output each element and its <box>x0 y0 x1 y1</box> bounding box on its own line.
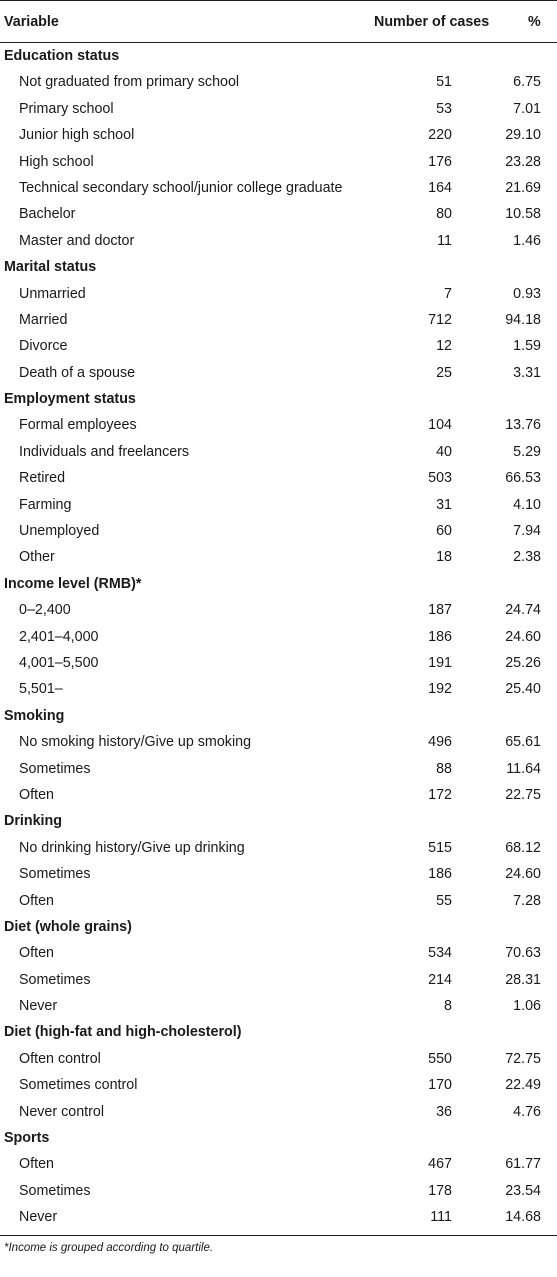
table-row <box>0 1151 557 1177</box>
category-row <box>0 914 557 940</box>
row-percent: 22.49 <box>505 1077 541 1094</box>
row-number-of-cases: 712 <box>428 311 452 328</box>
row-percent: 0.93 <box>513 285 541 302</box>
row-number-of-cases: 51 <box>436 74 452 91</box>
row-percent: 7.01 <box>513 100 541 117</box>
category-title: Employment status <box>4 391 136 408</box>
row-percent: 29.10 <box>505 127 541 144</box>
row-number-of-cases: 534 <box>428 945 452 962</box>
row-label: Often control <box>19 1050 101 1067</box>
table-row <box>0 1204 557 1230</box>
row-percent: 68.12 <box>505 839 541 856</box>
table-row <box>0 281 557 307</box>
table-row <box>0 1178 557 1204</box>
row-label: Other <box>19 549 55 566</box>
table-row <box>0 412 557 438</box>
table-row <box>0 69 557 95</box>
row-label: Never <box>19 998 58 1015</box>
table-row <box>0 360 557 386</box>
row-percent: 65.61 <box>505 734 541 751</box>
row-number-of-cases: 164 <box>428 179 452 196</box>
row-number-of-cases: 25 <box>436 364 452 381</box>
category-row <box>0 43 557 69</box>
row-percent: 22.75 <box>505 786 541 803</box>
row-number-of-cases: 36 <box>436 1103 452 1120</box>
row-label: Death of a spouse <box>19 364 136 381</box>
row-label: Sometimes control <box>19 1077 138 1094</box>
row-label: Master and doctor <box>19 232 135 249</box>
row-label: No smoking history/Give up smoking <box>19 734 252 751</box>
table-row <box>0 96 557 122</box>
header-number-of-cases: Number of cases <box>374 14 490 30</box>
row-percent: 70.63 <box>505 945 541 962</box>
row-label: Retired <box>19 470 66 487</box>
row-number-of-cases: 53 <box>436 100 452 117</box>
table-row <box>0 122 557 148</box>
row-number-of-cases: 515 <box>428 839 452 856</box>
category-row <box>0 254 557 280</box>
table-row <box>0 597 557 623</box>
table-row <box>0 544 557 570</box>
row-number-of-cases: 111 <box>430 1209 452 1226</box>
row-number-of-cases: 8 <box>444 998 452 1015</box>
table-header <box>0 0 557 43</box>
row-number-of-cases: 191 <box>428 654 452 671</box>
row-label: Formal employees <box>19 417 137 434</box>
row-number-of-cases: 176 <box>428 153 452 170</box>
row-percent: 25.26 <box>505 654 541 671</box>
table-row <box>0 465 557 491</box>
row-number-of-cases: 214 <box>428 971 452 988</box>
row-percent: 24.60 <box>505 866 541 883</box>
row-label: Often <box>19 945 54 962</box>
row-number-of-cases: 172 <box>428 786 452 803</box>
table-row <box>0 492 557 518</box>
row-label: Not graduated from primary school <box>19 74 240 91</box>
table-row <box>0 888 557 914</box>
table-row <box>0 993 557 1019</box>
row-label: 5,501– <box>19 681 63 698</box>
row-percent: 72.75 <box>505 1050 541 1067</box>
row-number-of-cases: 186 <box>428 866 452 883</box>
row-number-of-cases: 178 <box>428 1182 452 1199</box>
row-number-of-cases: 496 <box>428 734 452 751</box>
table-row <box>0 518 557 544</box>
row-percent: 13.76 <box>505 417 541 434</box>
row-number-of-cases: 503 <box>428 470 452 487</box>
row-label: Married <box>19 311 68 328</box>
row-percent: 24.74 <box>505 602 541 619</box>
row-label: Technical secondary school/junior college graduate <box>19 179 343 196</box>
row-percent: 7.94 <box>513 523 541 540</box>
row-label: Bachelor <box>19 206 76 223</box>
table-row <box>0 650 557 676</box>
table-row <box>0 333 557 359</box>
row-percent: 7.28 <box>513 892 541 909</box>
row-percent: 28.31 <box>505 971 541 988</box>
row-number-of-cases: 467 <box>428 1156 452 1173</box>
row-label: Sometimes <box>19 760 91 777</box>
row-label: Sometimes <box>19 1182 91 1199</box>
row-label: Sometimes <box>19 971 91 988</box>
row-number-of-cases: 187 <box>428 602 452 619</box>
table-row <box>0 1099 557 1125</box>
row-number-of-cases: 31 <box>436 496 452 513</box>
table-row <box>0 1072 557 1098</box>
table-row <box>0 149 557 175</box>
row-percent: 4.76 <box>513 1103 541 1120</box>
row-percent: 94.18 <box>505 311 541 328</box>
category-row <box>0 808 557 834</box>
table-row <box>0 439 557 465</box>
row-number-of-cases: 40 <box>436 443 452 460</box>
row-label: Often <box>19 786 54 803</box>
category-title: Marital status <box>4 259 97 276</box>
row-percent: 66.53 <box>505 470 541 487</box>
category-row <box>0 1125 557 1151</box>
category-title: Education status <box>4 48 120 64</box>
row-number-of-cases: 550 <box>428 1050 452 1067</box>
row-label: Never control <box>19 1103 105 1120</box>
row-number-of-cases: 7 <box>444 285 452 302</box>
row-label: Farming <box>19 496 72 513</box>
table-row <box>0 782 557 808</box>
row-number-of-cases: 170 <box>428 1077 452 1094</box>
row-number-of-cases: 192 <box>428 681 452 698</box>
table-row <box>0 940 557 966</box>
row-percent: 2.38 <box>513 549 541 566</box>
row-label: Never <box>19 1209 58 1226</box>
row-percent: 21.69 <box>505 179 541 196</box>
table-row <box>0 729 557 755</box>
row-number-of-cases: 80 <box>436 206 452 223</box>
table-row <box>0 175 557 201</box>
header-percent: % <box>528 14 541 30</box>
row-percent: 5.29 <box>513 443 541 460</box>
row-percent: 14.68 <box>505 1209 541 1226</box>
row-number-of-cases: 104 <box>428 417 452 434</box>
table-row <box>0 1046 557 1072</box>
category-row <box>0 571 557 597</box>
category-title: Diet (whole grains) <box>4 918 132 935</box>
table-row <box>0 861 557 887</box>
category-title: Sports <box>4 1130 50 1147</box>
row-percent: 24.60 <box>505 628 541 645</box>
row-number-of-cases: 60 <box>436 523 452 540</box>
category-row <box>0 703 557 729</box>
row-percent: 10.58 <box>505 206 541 223</box>
row-percent: 25.40 <box>505 681 541 698</box>
table-row <box>0 967 557 993</box>
row-percent: 3.31 <box>513 364 541 381</box>
row-label: Primary school <box>19 100 114 117</box>
table-row <box>0 228 557 254</box>
table-row <box>0 756 557 782</box>
row-percent: 4.10 <box>513 496 541 513</box>
row-label: Sometimes <box>19 866 91 883</box>
header-variable: Variable <box>4 14 59 30</box>
row-number-of-cases: 186 <box>428 628 452 645</box>
row-percent: 23.28 <box>505 153 541 170</box>
row-number-of-cases: 220 <box>428 127 452 144</box>
row-number-of-cases: 55 <box>436 892 452 909</box>
row-percent: 1.59 <box>513 338 541 355</box>
row-number-of-cases: 11 <box>437 232 452 249</box>
row-label: 2,401–4,000 <box>19 628 99 645</box>
row-number-of-cases: 12 <box>436 338 452 355</box>
row-label: High school <box>19 153 94 170</box>
row-label: Unmarried <box>19 285 86 302</box>
row-label: Unemployed <box>19 523 100 540</box>
table-row <box>0 307 557 333</box>
table-row <box>0 676 557 702</box>
table-row <box>0 624 557 650</box>
row-number-of-cases: 88 <box>436 760 452 777</box>
row-label: Individuals and freelancers <box>19 443 190 460</box>
row-label: Junior high school <box>19 127 135 144</box>
row-percent: 23.54 <box>505 1182 541 1199</box>
category-title: Smoking <box>4 707 65 724</box>
row-percent: 11.64 <box>506 760 541 777</box>
row-label: 0–2,400 <box>19 602 71 619</box>
row-label: 4,001–5,500 <box>19 654 99 671</box>
row-label: No drinking history/Give up drinking <box>19 839 245 856</box>
row-percent: 1.06 <box>513 998 541 1015</box>
row-label: Often <box>19 892 54 909</box>
row-percent: 1.46 <box>513 232 541 249</box>
category-row <box>0 1019 557 1045</box>
category-title: Income level (RMB)* <box>4 575 142 592</box>
row-percent: 61.77 <box>505 1156 541 1173</box>
row-label: Divorce <box>19 338 68 355</box>
category-title: Diet (high-fat and high-cholesterol) <box>4 1024 242 1041</box>
row-percent: 6.75 <box>513 74 541 91</box>
table-row <box>0 201 557 227</box>
category-row <box>0 386 557 412</box>
table-body <box>0 43 557 1231</box>
table-footnote: *Income is grouped according to quartile. <box>4 1241 214 1254</box>
row-label: Often <box>19 1156 54 1173</box>
table-row <box>0 835 557 861</box>
row-number-of-cases: 18 <box>436 549 452 566</box>
category-title: Drinking <box>4 813 62 830</box>
